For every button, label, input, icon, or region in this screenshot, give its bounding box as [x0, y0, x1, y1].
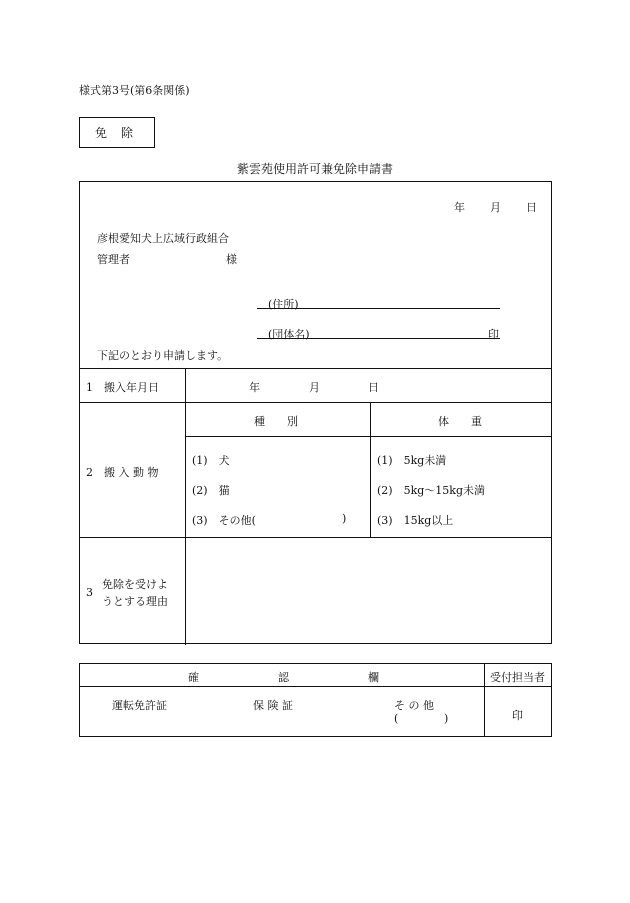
- request-text: 下記のとおり申請します。: [97, 349, 229, 362]
- applicant-seal: 印: [488, 328, 499, 341]
- row3-label-line1: 免除を受けよ: [102, 578, 168, 591]
- address-label: (住所): [268, 298, 299, 311]
- insurance-card: 保 険 証: [253, 699, 293, 712]
- confirm-header-char: 確: [188, 671, 199, 684]
- staff-seal: 印: [512, 709, 523, 722]
- row-divider: [80, 537, 551, 538]
- date-day-label: 日: [526, 201, 537, 214]
- row3-number: 3: [86, 586, 93, 599]
- other-paren-open: (: [394, 712, 399, 725]
- exempt-box: 免除: [79, 117, 155, 148]
- row3-label-line2: うとする理由: [102, 595, 168, 608]
- row-divider: [80, 402, 551, 403]
- row1-label: 1 搬入年月日: [86, 381, 159, 394]
- date-year-label: 年: [454, 201, 465, 214]
- address-underline: [257, 308, 500, 309]
- kind-weight-divider: [370, 402, 371, 537]
- group-name-label: (団体名): [268, 328, 310, 341]
- document-title: 紫雲苑使用許可兼免除申請書: [236, 162, 393, 176]
- application-form: [79, 181, 552, 644]
- confirm-header-divider: [80, 686, 551, 687]
- addressee-organization: 彦根愛知犬上広域行政組合: [97, 232, 229, 245]
- weight-header: 体 重: [438, 415, 482, 428]
- row1-month: 月: [309, 381, 320, 394]
- weight-over-15kg: (3) 15kg以上: [377, 514, 454, 527]
- other-document: そ の 他: [394, 699, 434, 712]
- kind-cat: (2) 猫: [192, 484, 230, 497]
- drivers-license: 運転免許証: [112, 699, 167, 712]
- confirm-header-char: 欄: [368, 671, 379, 684]
- weight-under-5kg: (1) 5kg未満: [377, 454, 447, 467]
- date-month-label: 月: [490, 201, 501, 214]
- confirmation-table: [79, 663, 552, 737]
- form-number: 様式第3号(第6条関係): [79, 84, 190, 97]
- addressee-role: 管理者: [97, 253, 130, 266]
- kind-dog: (1) 犬: [192, 454, 230, 467]
- kind-header: 種 別: [254, 415, 298, 428]
- other-paren-close: ): [444, 712, 449, 725]
- kind-other: (3) その他(: [192, 514, 256, 527]
- addressee-honorific: 様: [226, 253, 237, 266]
- row1-year: 年: [249, 381, 260, 394]
- group-name-underline: [257, 338, 500, 339]
- subheader-divider: [185, 436, 551, 437]
- row-divider: [80, 368, 551, 369]
- weight-5-15kg: (2) 5kg〜15kg未満: [377, 484, 485, 497]
- kind-other-close: ): [342, 512, 347, 525]
- staff-column-divider: [484, 664, 485, 736]
- staff-label: 受付担当者: [490, 671, 545, 684]
- label-column-divider: [185, 368, 186, 645]
- row2-label: 2 搬 入 動 物: [86, 466, 159, 479]
- confirm-header-char: 認: [278, 671, 289, 684]
- row1-day: 日: [368, 381, 379, 394]
